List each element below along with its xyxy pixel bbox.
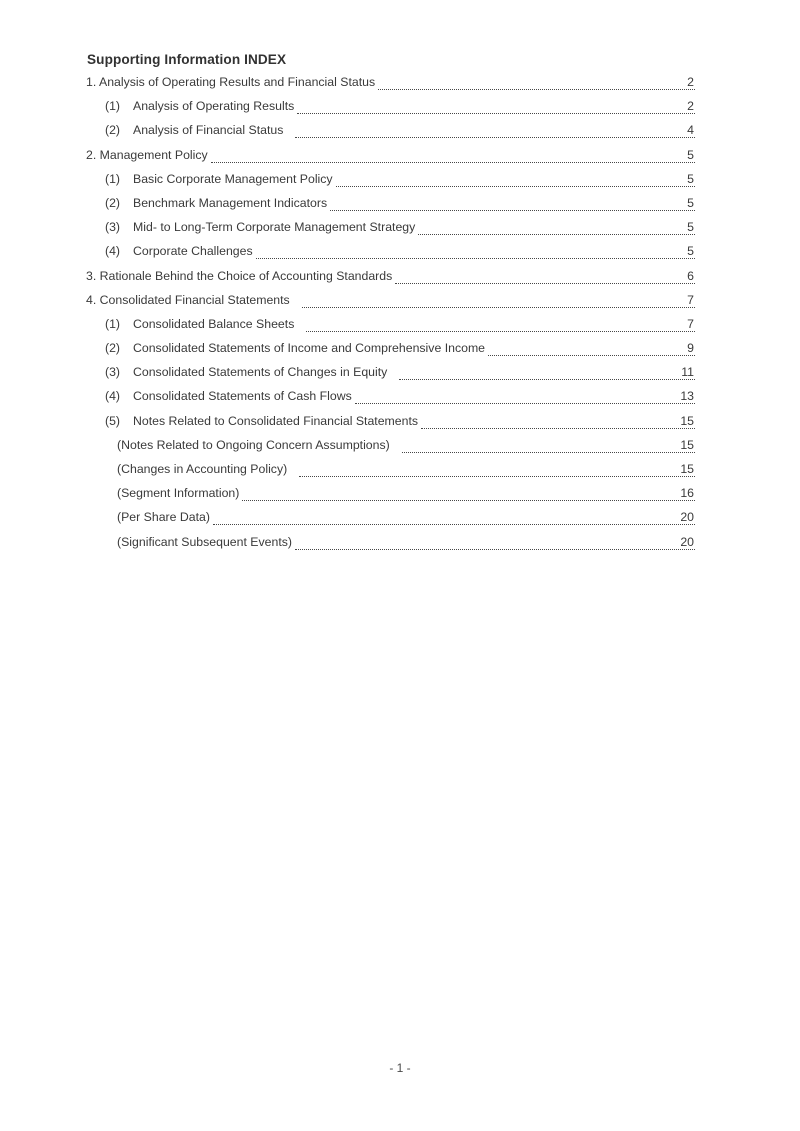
toc-entry-label: (Segment Information): [117, 486, 240, 501]
toc-entry: [86, 215, 695, 239]
toc-entry: [86, 288, 695, 312]
toc-entry-label: Benchmark Management Indicators: [133, 195, 328, 210]
toc-entry-page-number: 16: [680, 486, 694, 501]
toc-leader-dots: [395, 269, 695, 284]
toc-leader-dots: [421, 414, 695, 429]
toc-entry: [86, 433, 695, 457]
toc-entry-page-number: 20: [680, 510, 694, 525]
toc-entry-marker: (2): [105, 341, 121, 356]
toc-entry-page-number: 15: [680, 437, 694, 452]
toc-entry: [86, 384, 695, 408]
toc-leader-dots: [418, 220, 695, 235]
toc-leader-dots: [256, 244, 695, 259]
toc-entry-marker: (4): [105, 244, 121, 259]
toc-list: [86, 70, 695, 554]
toc-entry: [86, 118, 695, 142]
toc-entry: [86, 143, 695, 167]
toc-entry-label: 2. Management Policy: [86, 147, 208, 162]
toc-entry-page-number: 13: [680, 389, 694, 404]
toc-entry-label: Basic Corporate Management Policy: [133, 171, 333, 186]
toc-entry-page-number: 11: [681, 365, 694, 380]
toc-leader-dots: [242, 486, 695, 501]
toc-entry: [86, 167, 695, 191]
toc-entry-label: Analysis of Financial Status: [133, 123, 284, 138]
toc-leader-dots: [355, 389, 695, 404]
toc-entry: [86, 505, 695, 529]
toc-entry: [86, 191, 695, 215]
toc-entry: [86, 481, 695, 505]
toc-leader-dots: [402, 438, 695, 453]
toc-leader-dots: [295, 535, 695, 550]
toc-entry: [86, 457, 695, 481]
toc-entry-marker: (4): [105, 389, 121, 404]
toc-entry-marker: (2): [105, 123, 121, 138]
toc-entry: [86, 360, 695, 384]
toc-entry-label: Consolidated Balance Sheets: [133, 316, 295, 331]
toc-entry-page-number: 15: [680, 413, 694, 428]
toc-entry: [86, 409, 695, 433]
toc-entry-page-number: 15: [680, 462, 694, 476]
toc-entry-page-number: 7: [687, 316, 694, 331]
toc-entry-marker: (2): [105, 195, 121, 210]
toc-entry-page-number: 2: [687, 75, 694, 89]
toc-leader-dots: [295, 123, 695, 138]
toc-leader-dots: [488, 341, 695, 356]
toc-entry-page-number: 4: [687, 123, 694, 138]
toc-entry-marker: (3): [105, 365, 121, 380]
toc-entry-page-number: 9: [687, 341, 694, 356]
toc-entry-label: Consolidated Statements of Cash Flows: [133, 389, 352, 404]
toc-entry-page-number: 5: [687, 171, 694, 186]
toc-entry-page-number: 2: [687, 99, 694, 114]
toc-entry-marker: (1): [105, 171, 121, 186]
toc-leader-dots: [297, 99, 695, 114]
toc-leader-dots: [211, 148, 695, 163]
toc-leader-dots: [330, 196, 695, 211]
page-title: Supporting Information INDEX: [87, 52, 287, 67]
toc-entry: [86, 94, 695, 118]
toc-entry-label: Analysis of Operating Results: [133, 99, 295, 114]
toc-leader-dots: [302, 293, 695, 308]
toc-leader-dots: [378, 75, 695, 90]
table-of-contents: [86, 51, 695, 554]
toc-entry: [86, 239, 695, 263]
toc-entry-page-number: 5: [687, 147, 694, 162]
toc-entry: [86, 70, 695, 94]
toc-entry-page-number: 7: [687, 292, 694, 307]
toc-entry-marker: (1): [105, 316, 121, 331]
toc-entry-marker: (5): [105, 413, 121, 428]
toc-entry-label: 4. Consolidated Financial Statements: [86, 292, 290, 307]
toc-leader-dots: [336, 172, 695, 187]
toc-entry-label: 3. Rationale Behind the Choice of Accounting Standards: [86, 268, 393, 283]
toc-entry: [86, 264, 695, 288]
toc-entry-page-number: 6: [687, 268, 694, 283]
toc-entry-marker: (3): [105, 220, 121, 235]
toc-entry-label: (Changes in Accounting Policy): [117, 462, 288, 476]
toc-entry-label: Notes Related to Consolidated Financial Statements: [133, 413, 419, 428]
toc-entry-label: 1. Analysis of Operating Results and Financial Status: [86, 75, 376, 89]
toc-entry-label: Consolidated Statements of Income and Comprehensive Income: [133, 341, 486, 356]
toc-entry-page-number: 5: [687, 195, 694, 210]
toc-entry-page-number: 5: [687, 220, 694, 235]
toc-entry: [86, 530, 695, 554]
toc-entry-label: Mid- to Long-Term Corporate Management Strategy: [133, 220, 416, 235]
page-number-footer: - 1 -: [389, 1061, 411, 1075]
toc-entry-label: (Per Share Data): [117, 510, 210, 525]
toc-entry-label: Corporate Challenges: [133, 244, 253, 259]
toc-entry-page-number: 5: [687, 244, 694, 259]
toc-entry: [86, 336, 695, 360]
toc-leader-dots: [299, 462, 695, 477]
toc-entry-label: (Significant Subsequent Events): [117, 534, 292, 549]
toc-entry-label: (Notes Related to Ongoing Concern Assumptions): [117, 437, 390, 452]
toc-leader-dots: [399, 365, 695, 380]
toc-entry: [86, 312, 695, 336]
toc-leader-dots: [213, 510, 695, 525]
toc-entry-page-number: 20: [680, 534, 694, 549]
toc-entry-label: Consolidated Statements of Changes in Equity: [133, 365, 388, 380]
toc-entry-marker: (1): [105, 99, 121, 114]
toc-leader-dots: [306, 317, 695, 332]
